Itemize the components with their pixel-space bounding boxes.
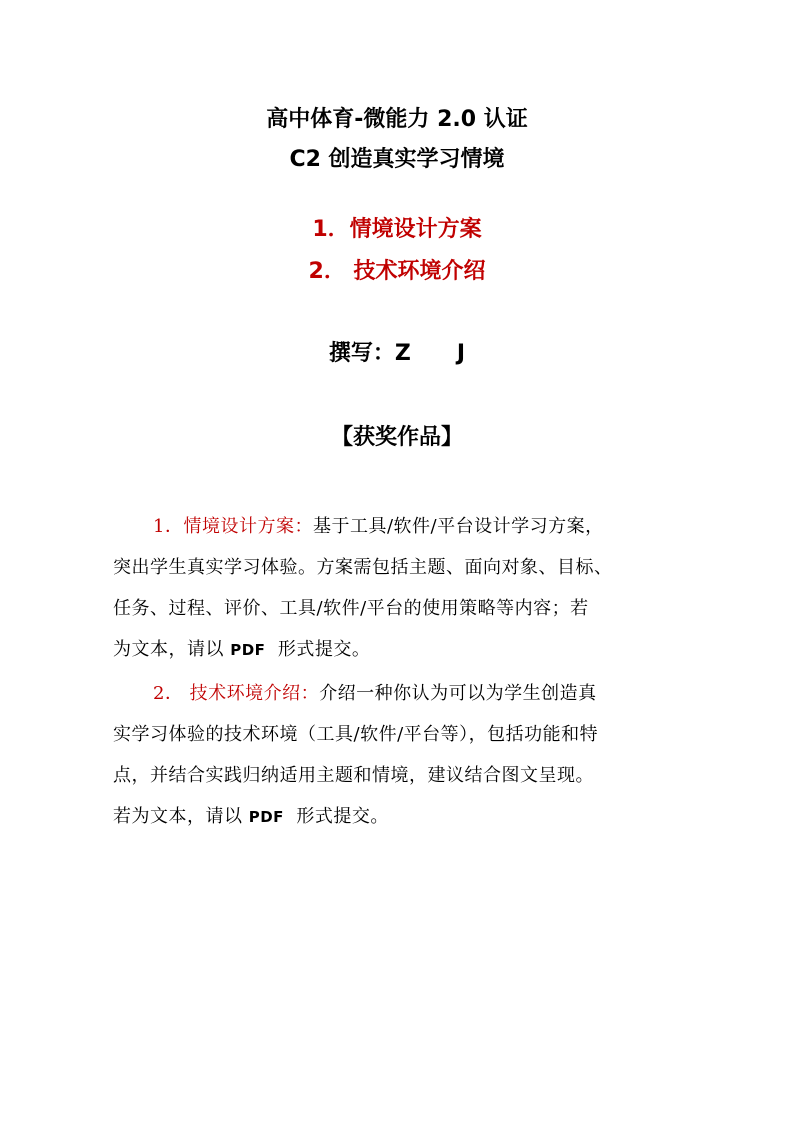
pdf-label: PDF (230, 641, 266, 659)
paragraph-text: 形式提交。 (296, 806, 389, 827)
author-suffix: J (456, 341, 466, 366)
author-prefix: 撰写：Z (328, 341, 411, 366)
paragraph-line (113, 673, 693, 714)
paragraph-situation-design (113, 506, 693, 671)
pdf-label: PDF (248, 808, 284, 826)
paragraph-text: 为文本，请以 (113, 639, 224, 660)
paragraph-text: 形式提交。 (277, 639, 371, 660)
document-subtitle: C2 创造真实学习情境 (289, 147, 505, 172)
paragraph-text: 介绍一种你认为可以为学生创造真 (319, 683, 597, 704)
paragraph-line: 任务、过程、评价、工具/软件/平台的使用策略等内容；若 (113, 598, 589, 619)
paragraph-text: 基于工具/软件/平台设计学习方案， (312, 516, 604, 537)
paragraph-text: 若为文本，请以 (113, 806, 243, 827)
item-situation-design: 1．情境设计方案 (312, 217, 482, 242)
paragraph-line (113, 796, 693, 838)
paragraph-label: 2． 技术环境介绍： (153, 683, 320, 704)
paragraph-line: 点，并结合实践归纳适用主题和情境，建议结合图文呈现。 (113, 765, 594, 786)
award-label: 【获奖作品】 (330, 425, 463, 450)
paragraph-line (113, 506, 693, 547)
author-line (0, 338, 794, 370)
item-tech-environment: 2． 技术环境介绍 (308, 259, 486, 284)
paragraph-tech-environment (113, 673, 693, 838)
paragraph-line: 实学习体验的技术环境（工具/软件/平台等），包括功能和特 (113, 724, 599, 745)
paragraph-line: 突出学生真实学习体验。方案需包括主题、面向对象、目标、 (113, 557, 613, 578)
document-title: 高中体育-微能力 2.0 认证 (266, 107, 528, 132)
paragraph-label: 1．情境设计方案： (153, 516, 313, 537)
paragraph-line (113, 629, 693, 671)
